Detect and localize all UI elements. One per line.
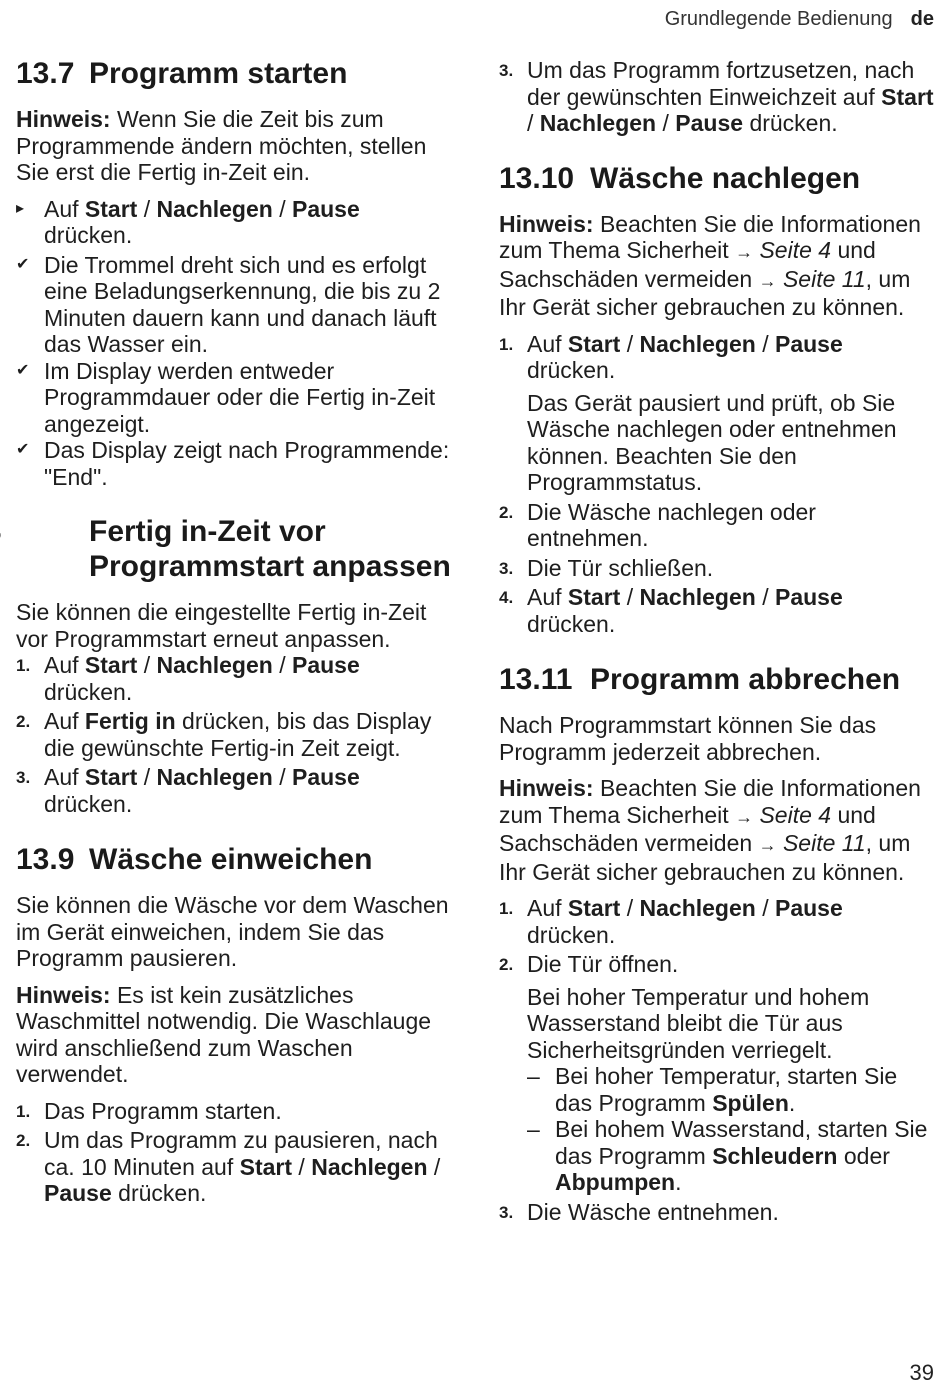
check-icon: ✔ [16,361,30,379]
separator: / [626,895,634,921]
step-number: 1. [16,656,31,675]
result-1 [16,252,454,358]
heading-13-10 [499,161,934,196]
separator: / [143,764,151,790]
step-1 [16,1098,454,1125]
section-number [16,514,89,549]
note-13-9 [16,982,454,1088]
separator: / [279,764,286,790]
btn-name-nachlegen: Nachlegen [156,764,273,790]
note-text: , um Ihr Gerät sicher gebrauchen zu können. [499,265,911,320]
note-label: Hinweis: [16,981,111,1008]
step-text: drücken. [44,790,133,817]
step-text: Die Wäsche nachlegen oder entnehmen. [527,498,816,551]
step-text: Auf [527,895,562,921]
step-text: drücken. [527,357,616,383]
sub-text: Bei hohem Wasserstand, starten Sie das Programm [555,1116,928,1169]
step-text: Um das Programm fortzusetzen, nach der gewünschten Einweichzeit auf [527,57,915,110]
step-number: 3. [499,61,514,80]
note-label: Hinweis: [499,210,594,237]
note-13-10 [499,211,934,321]
step-text: drücken. [118,1180,207,1206]
separator: / [626,584,634,610]
step-text: Die Tür öffnen. [527,951,679,977]
step-text: drücken. [527,610,616,637]
btn-name-nachlegen: Nachlegen [156,652,273,678]
sub-item-spin [499,1116,934,1196]
btn-name-start: Start [567,584,621,610]
btn-name-pause: Pause [292,195,360,222]
section-title: Programm abbrechen [590,663,901,696]
sub-item-rinse [499,1063,934,1116]
note-text: und Sachschäden vermeiden [499,237,876,292]
note-text: Es ist kein zusätzliches Waschmittel notwendig. Die Waschlauge wird anschließend zum Waschen verwendet. [16,981,432,1087]
step-text: Auf [44,652,79,678]
separator: / [662,110,669,136]
dash-marker: – [527,1116,540,1142]
section-number: 13.7 [16,57,75,90]
btn-name-pause: Pause [775,330,843,357]
separator: / [433,1153,441,1180]
btn-name-pause: Pause [44,1180,112,1206]
step-number: 2. [499,502,514,522]
separator: / [626,330,634,357]
step-2-detail: Bei hoher Temperatur und hohem Wasserstand bleibt die Tür aus Sicherheitsgründen verriegelt. [527,983,870,1063]
separator: / [143,652,151,678]
step-number: 3. [16,768,31,787]
step-text: Um das Programm zu pausieren, nach ca. 10 Minuten auf [44,1127,438,1180]
step-2 [16,1127,454,1207]
btn-name-nachlegen: Nachlegen [639,895,756,921]
step-text: Die Wäsche entnehmen. [527,1198,779,1225]
intro-13-9: Sie können die Wäsche vor dem Waschen im Gerät einweichen, indem Sie das Programm pausieren. [16,892,449,971]
step-number: 2. [499,955,514,974]
step-2 [16,708,454,761]
check-icon: ✔ [16,255,30,273]
note-label: Hinweis: [16,106,111,132]
program-name-abpumpen: Abpumpen [555,1169,676,1195]
step-text: Auf [44,764,79,790]
intro-13-11: Nach Programmstart können Sie das Programm jederzeit abbrechen. [499,712,877,765]
running-header [665,8,934,31]
step-3 [499,1199,934,1226]
btn-name-pause: Pause [292,652,360,678]
period: . [788,1089,796,1116]
btn-name-fertig-in: Fertig in [84,708,176,734]
note-text: , um Ihr Gerät sicher gebrauchen zu können. [499,830,911,885]
page-reference-link[interactable]: Seite 4 [759,237,832,263]
section-title: Fertig in-Zeit vor Programmstart anpassen [89,515,451,583]
step-number: 4. [499,588,514,607]
step-1 [16,652,454,705]
header-section: Grundlegende Bedienung [664,8,893,30]
period: . [675,1169,682,1195]
note-text: Wenn Sie die Zeit bis zum Programmende ändern möchten, stellen Sie erst die Fertig in-Zeit ein. [16,106,427,185]
btn-name-pause: Pause [775,584,843,610]
separator: / [527,110,534,136]
step-3 [499,57,934,137]
page-reference-link[interactable]: Seite 4 [759,801,832,828]
step-text: Auf [44,708,79,734]
result-2 [16,358,454,438]
step-3 [16,764,454,817]
step-number: 1. [499,899,514,918]
step-2 [499,951,934,978]
arrow-right-icon: → [735,242,754,262]
dash-marker: – [527,1063,540,1089]
heading-13-8 [16,514,454,584]
left-column [16,56,454,1207]
btn-name-nachlegen: Nachlegen [639,584,756,610]
btn-name-nachlegen: Nachlegen [539,110,657,136]
program-name-spuelen: Spülen [712,1089,789,1116]
section-number: 13.11 [499,663,573,696]
btn-name-pause: Pause [775,895,843,921]
step-number: 3. [499,558,514,578]
btn-name-start: Start [84,764,138,790]
step-4 [499,584,934,637]
header-language: de [910,8,934,30]
step-text: Das Programm starten. [44,1097,282,1124]
result-3 [16,437,454,490]
result-text: Das Display zeigt nach Programmende: "End". [44,437,450,490]
step-text: Auf [527,584,562,610]
step-text: Die Tür schließen. [527,554,714,581]
btn-name-pause: Pause [675,110,744,136]
page-reference-link[interactable]: Seite 11 [782,830,866,856]
section-number: 13.10 [499,161,575,195]
arrow-right-icon: → [758,270,777,291]
result-text: Im Display werden entweder Programmdauer oder die Fertig in-Zeit angezeigt. [44,357,436,437]
separator: / [279,195,286,222]
note-13-7 [16,106,454,186]
btn-name-start: Start [84,652,138,678]
step-number: 1. [499,334,514,354]
step-text: drücken, bis das Display die gewünschte Fertig-in Zeit zeigt. [44,708,432,761]
step-text: drücken. [44,222,133,248]
section-title: Wäsche nachlegen [590,161,861,195]
step-number: 3. [499,1202,514,1222]
separator: / [143,195,151,222]
btn-name-start: Start [239,1153,293,1180]
step-text: Auf [527,330,562,357]
step-1 [499,895,934,948]
check-icon: ✔ [16,441,30,458]
step-text: drücken. [749,110,838,136]
page-reference-link[interactable]: Seite 11 [782,265,866,292]
result-text: Die Trommel dreht sich und es erfolgt eine Beladungserkennung, die bis zu 2 Minuten dauern kann und danach läuft das Wasser ein. [44,251,441,357]
step-start [16,196,454,249]
btn-name-nachlegen: Nachlegen [639,330,756,357]
heading-13-7 [16,56,454,91]
separator: / [279,652,286,678]
step-arrow-icon: ▸ [16,199,25,217]
btn-name-start: Start [567,895,621,921]
step-number: 2. [16,712,31,731]
sub-text: Bei hoher Temperatur, starten Sie das Programm [555,1063,898,1116]
program-name-schleudern: Schleudern [712,1142,838,1169]
arrow-right-icon: → [758,835,777,855]
btn-name-start: Start [84,195,138,222]
btn-name-start: Start [567,330,621,357]
btn-name-nachlegen: Nachlegen [156,195,273,222]
intro-13-8: Sie können die eingestellte Fertig in-Zeit vor Programmstart erneut anpassen. [16,599,427,652]
right-column [499,57,934,1225]
step-2 [499,499,934,552]
step-number: 2. [16,1131,31,1150]
step-text: Auf [44,195,79,222]
step-3 [499,555,934,582]
step-text: drücken. [527,921,616,948]
step-1-detail: Das Gerät pausiert und prüft, ob Sie Wäsche nachlegen oder entnehmen können. Beachten Sie den Programmstatus. [527,389,897,495]
sub-text: oder [843,1142,890,1169]
page-number: 39 [909,1360,934,1385]
separator: / [762,895,769,921]
note-text: und Sachschäden vermeiden [499,801,876,856]
note-text: Beachten Sie die Informationen zum Thema Sicherheit [499,775,921,828]
step-text: drücken. [44,678,133,705]
section-title: Programm starten [89,57,348,90]
separator: / [762,584,769,610]
heading-13-9 [16,842,454,877]
section-number: 13.9 [16,843,75,876]
heading-13-11 [499,662,934,697]
note-text: Beachten Sie die Informationen zum Thema Sicherheit [499,210,921,263]
note-13-11 [499,775,934,885]
arrow-right-icon: → [735,806,754,827]
note-label: Hinweis: [499,775,594,801]
btn-name-pause: Pause [292,764,360,790]
section-title: Wäsche einweichen [89,843,373,876]
separator: / [298,1153,305,1180]
step-number: 1. [16,1101,31,1121]
btn-name-nachlegen: Nachlegen [311,1153,428,1180]
step-1 [499,331,934,384]
btn-name-start: Start [881,83,934,110]
separator: / [762,330,769,357]
